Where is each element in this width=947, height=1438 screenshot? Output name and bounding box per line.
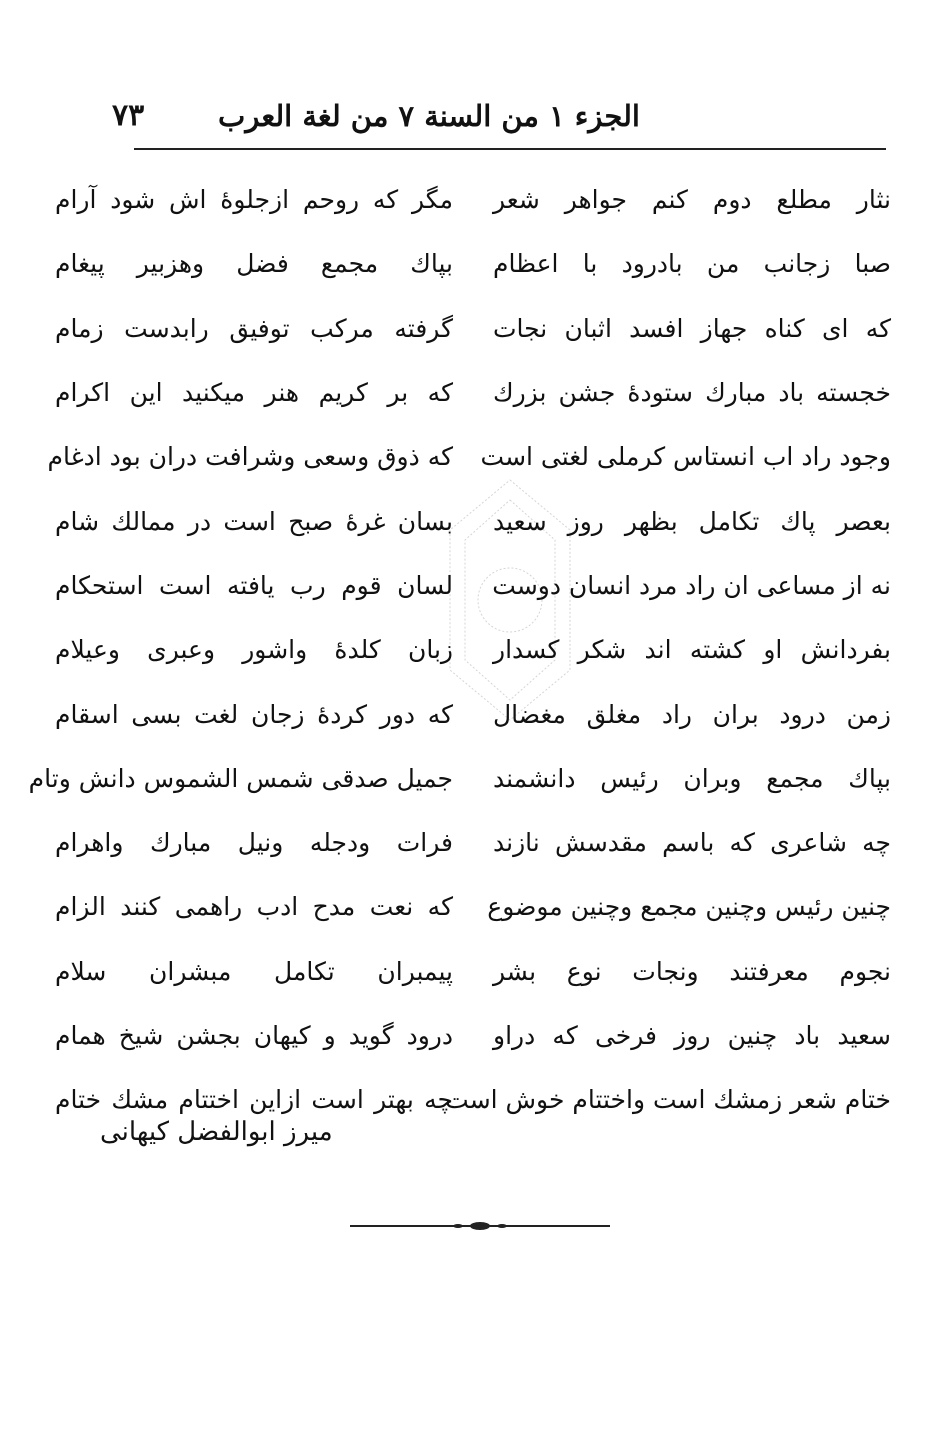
hemistich-left: زبان کلدهٔ واشور وعبری وعیلام [55,635,453,665]
poet-signature: میرز ابوالفضل کیهانی [100,1117,333,1147]
verse-row [28,747,891,811]
hemistich-left: جمیل صدقی شمس الشموس دانش وتام [28,763,453,793]
verse-row [55,1004,891,1068]
hemistich-right: نجوم معرفتند ونجات نوع بشر [493,956,891,986]
hemistich-right: بپاك مجمع وبران رئيس دانشمند [493,763,891,793]
hemistich-right: چه شاعری که باسم مقدسش نازند [493,828,891,858]
hemistich-right: وجود راد اب انستاس کرملی لغتی است [480,442,891,472]
verse-row [55,682,891,746]
hemistich-left: که دور کردهٔ زجان لغت بسی اسقام [55,699,453,729]
verse-row [55,361,891,425]
end-ornament-rule [350,1220,610,1232]
hemistich-left: بپاك مجمع فضل وهزبير پيغام [55,249,453,279]
verse-row [55,168,891,232]
verse-row [55,554,891,618]
hemistich-left: بسان غرهٔ صبح است در ممالك شام [55,506,453,536]
hemistich-right: سعید باد چنین روز فرخی که دراو [493,1021,891,1050]
poem-body [28,168,891,1132]
hemistich-left: که بر کریم هنر میکنید این اکرام [55,378,453,408]
hemistich-right: خجسته باد مبارك ستودهٔ جشن بزرك [493,378,891,408]
hemistich-right: ختام شعر زمشك است واختتام خوش است [445,1085,891,1115]
hemistich-left: مگر که روحم ازجلوهٔ اش شود آرام [55,185,453,215]
verse-row [55,297,891,361]
hemistich-right: نه از مساعی ان راد مرد انسان دوست [492,570,891,600]
hemistich-left: پیمبران تکامل مبشران سلام [55,956,453,986]
verse-row [55,811,891,875]
hemistich-right: زمن درود بران راد مغلق مغضال [493,699,891,729]
verse-row [55,618,891,682]
hemistich-left: فرات ودجله ونیل مبارك واهرام [55,828,453,858]
hemistich-right: بفردانش او کشته اند شکر کسدار [493,635,891,665]
verse-row [55,875,891,939]
hemistich-left: که ذوق وسعی وشرافت دران بود ادغام [47,442,453,472]
hemistich-left: چه بهتر است ازاین اختتام مشك ختام [55,1085,453,1115]
hemistich-right: چنین رئیس وچنین مجمع وچنین موضوع [487,892,891,922]
hemistich-left: درود گوید و کیهان بجشن شیخ همام [55,1021,453,1050]
hemistich-left: که نعت مدح ادب راهمی کنند الزام [55,892,453,922]
hemistich-right: نثار مطلع دوم کنم جواهر شعر [493,185,891,215]
hemistich-right: صبا زجانب من بادرود با اعظام [493,249,891,279]
hemistich-left: لسان قوم رب یافته است استحکام [55,570,453,600]
verse-row [55,489,891,553]
hemistich-right: که ای کناه جهاز افسد اثبان نجات [493,313,891,343]
hemistich-left: گرفته مرکب توفیق رابدست زمام [55,313,453,343]
running-header: الجزء ١ من السنة ٧ من لغة العرب [218,99,640,133]
hemistich-right: بعصر پاك تکامل بظهر روز سعید [493,506,891,536]
verse-row [47,425,891,489]
verse-row [55,232,891,296]
page-number: ٧٣ [112,98,145,133]
verse-row [55,940,891,1004]
header-rule [134,148,886,150]
